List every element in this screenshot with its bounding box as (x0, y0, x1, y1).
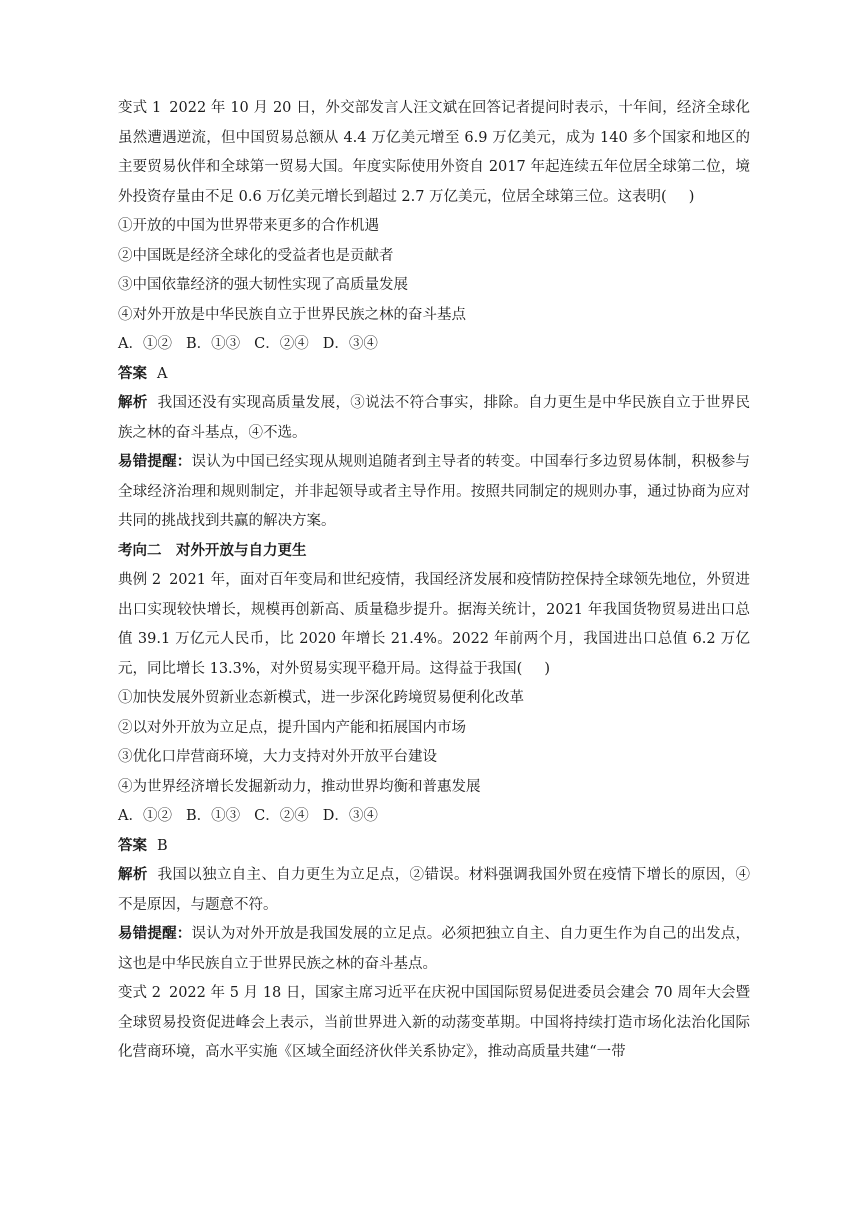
example2-stem-text: 2021 年，面对百年变局和世纪疫情，我国经济发展和疫情防控保持全球领先地位，外贸进出口实现较快增长，规模再创新高、质量稳步提升。据海关统计，2021 年我国货物贸易进出口总值 39.1 万亿元人民币，比 2020 年增长 21.4%。2022 年前两个月，我国进出口总值 6.2 万亿元，同比增长 13.3%，对外贸易实现平稳开局。这得益于我国( (118, 572, 750, 677)
option-b: B．①③ (185, 336, 241, 352)
variant1-label: 变式 1 (118, 100, 162, 116)
variant1-answer (118, 360, 750, 390)
option-c: C．②④ (254, 336, 309, 352)
analysis-text: 我国还没有实现高质量发展，③说法不符合事实，排除。自力更生是中华民族自立于世界民族之林的奋斗基点，④不选。 (118, 395, 751, 441)
variant1-item: ③中国依靠经济的强大韧性实现了高质量发展 (118, 277, 408, 293)
example2-answer (118, 832, 750, 862)
variant2-stem (118, 979, 750, 1068)
analysis-text: 我国以独立自主、自力更生为立足点，②错误。材料强调我国外贸在疫情下增长的原因，④不是原因，与题意不符。 (118, 867, 751, 913)
variant1-stem-text: 2022 年 10 月 20 日，外交部发言人汪文斌在回答记者提问时表示，十年间，经济全球化虽然遭遇逆流，但中国贸易总额从 4.4 万亿美元增至 6.9 万亿美元，成为 140 多个国家和地区的主要贸易伙伴和全球第一贸易大国。年度实际使用外资自 2017 年起连续五年位居全球第二位，境外投资存量由不足 0.6 万亿美元增长到超过 2.7 万亿美元，位居全球第三位。这表明( (118, 100, 750, 205)
variant1-analysis (118, 389, 750, 448)
example2-label: 典例 2 (118, 572, 162, 588)
example2-tip (118, 920, 750, 979)
example2-item: ④为世界经济增长发掘新动力，推动世界均衡和普惠发展 (118, 778, 481, 795)
analysis-label: 解析 (118, 867, 148, 883)
section-heading: 考向二 对外开放与自力更生 (118, 542, 307, 559)
option-c: C．②④ (254, 808, 309, 824)
option-b: B．①③ (185, 808, 241, 824)
variant2-label: 变式 2 (118, 985, 161, 1001)
tip-text: 误认为中国已经实现从规则追随者到主导者的转变。中国奉行多边贸易体制，积极参与全球经济治理和规则制定，并非起领导或者主导作用。按照共同制定的规则办事，通过协商为应对共同的挑战找到共赢的解决方案。 (118, 454, 751, 529)
variant2-stem-text: 2022 年 5 月 18 日，国家主席习近平在庆祝中国国际贸易促进委员会建会 70 周年大会暨全球贸易投资促进峰会上表示，当前世界进入新的动荡变革期。中国将持续打造市场化法治化国际化营商环境，高水平实施《区域全面经济伙伴关系协定》，推动高质量共建“一带 (118, 985, 750, 1060)
analysis-label: 解析 (118, 395, 148, 411)
answer-value: A (157, 365, 168, 382)
tip-text: 误认为对外开放是我国发展的立足点。必须把独立自主、自力更生作为自己的出发点，这也是中华民族自立于世界民族之林的奋斗基点。 (118, 926, 751, 972)
variant1-item: ①开放的中国为世界带来更多的合作机遇 (118, 218, 379, 234)
variant1-tip (118, 448, 750, 537)
variant1-stem (118, 94, 750, 212)
example2-item: ③优化口岸营商环境，大力支持对外开放平台建设 (118, 749, 437, 765)
tip-label: 易错提醒： (118, 454, 192, 470)
option-d: D．③④ (322, 336, 378, 352)
tip-label: 易错提醒： (118, 926, 192, 942)
example2-options (118, 802, 750, 832)
option-d: D．③④ (322, 808, 378, 824)
example2-item: ②以对外开放为立足点，提升国内产能和拓展国内市场 (118, 719, 466, 736)
answer-label: 答案 (118, 365, 147, 382)
answer-label: 答案 (118, 837, 147, 854)
variant1-item: ②中国既是经济全球化的受益者也是贡献者 (118, 247, 394, 264)
example2-item: ①加快发展外贸新业态新模式，进一步深化跨境贸易便利化改革 (118, 690, 524, 706)
variant1-options (118, 330, 750, 360)
option-a: A．①② (118, 808, 172, 824)
example2-analysis (118, 861, 750, 920)
answer-value: B (157, 837, 168, 854)
variant1-item: ④对外开放是中华民族自立于世界民族之林的奋斗基点 (118, 306, 466, 323)
option-a: A．①② (118, 336, 172, 352)
example2-stem-close: ) (544, 660, 550, 677)
document-page (118, 94, 750, 1068)
example2-stem (118, 566, 750, 684)
variant1-stem-close: ) (688, 188, 695, 205)
